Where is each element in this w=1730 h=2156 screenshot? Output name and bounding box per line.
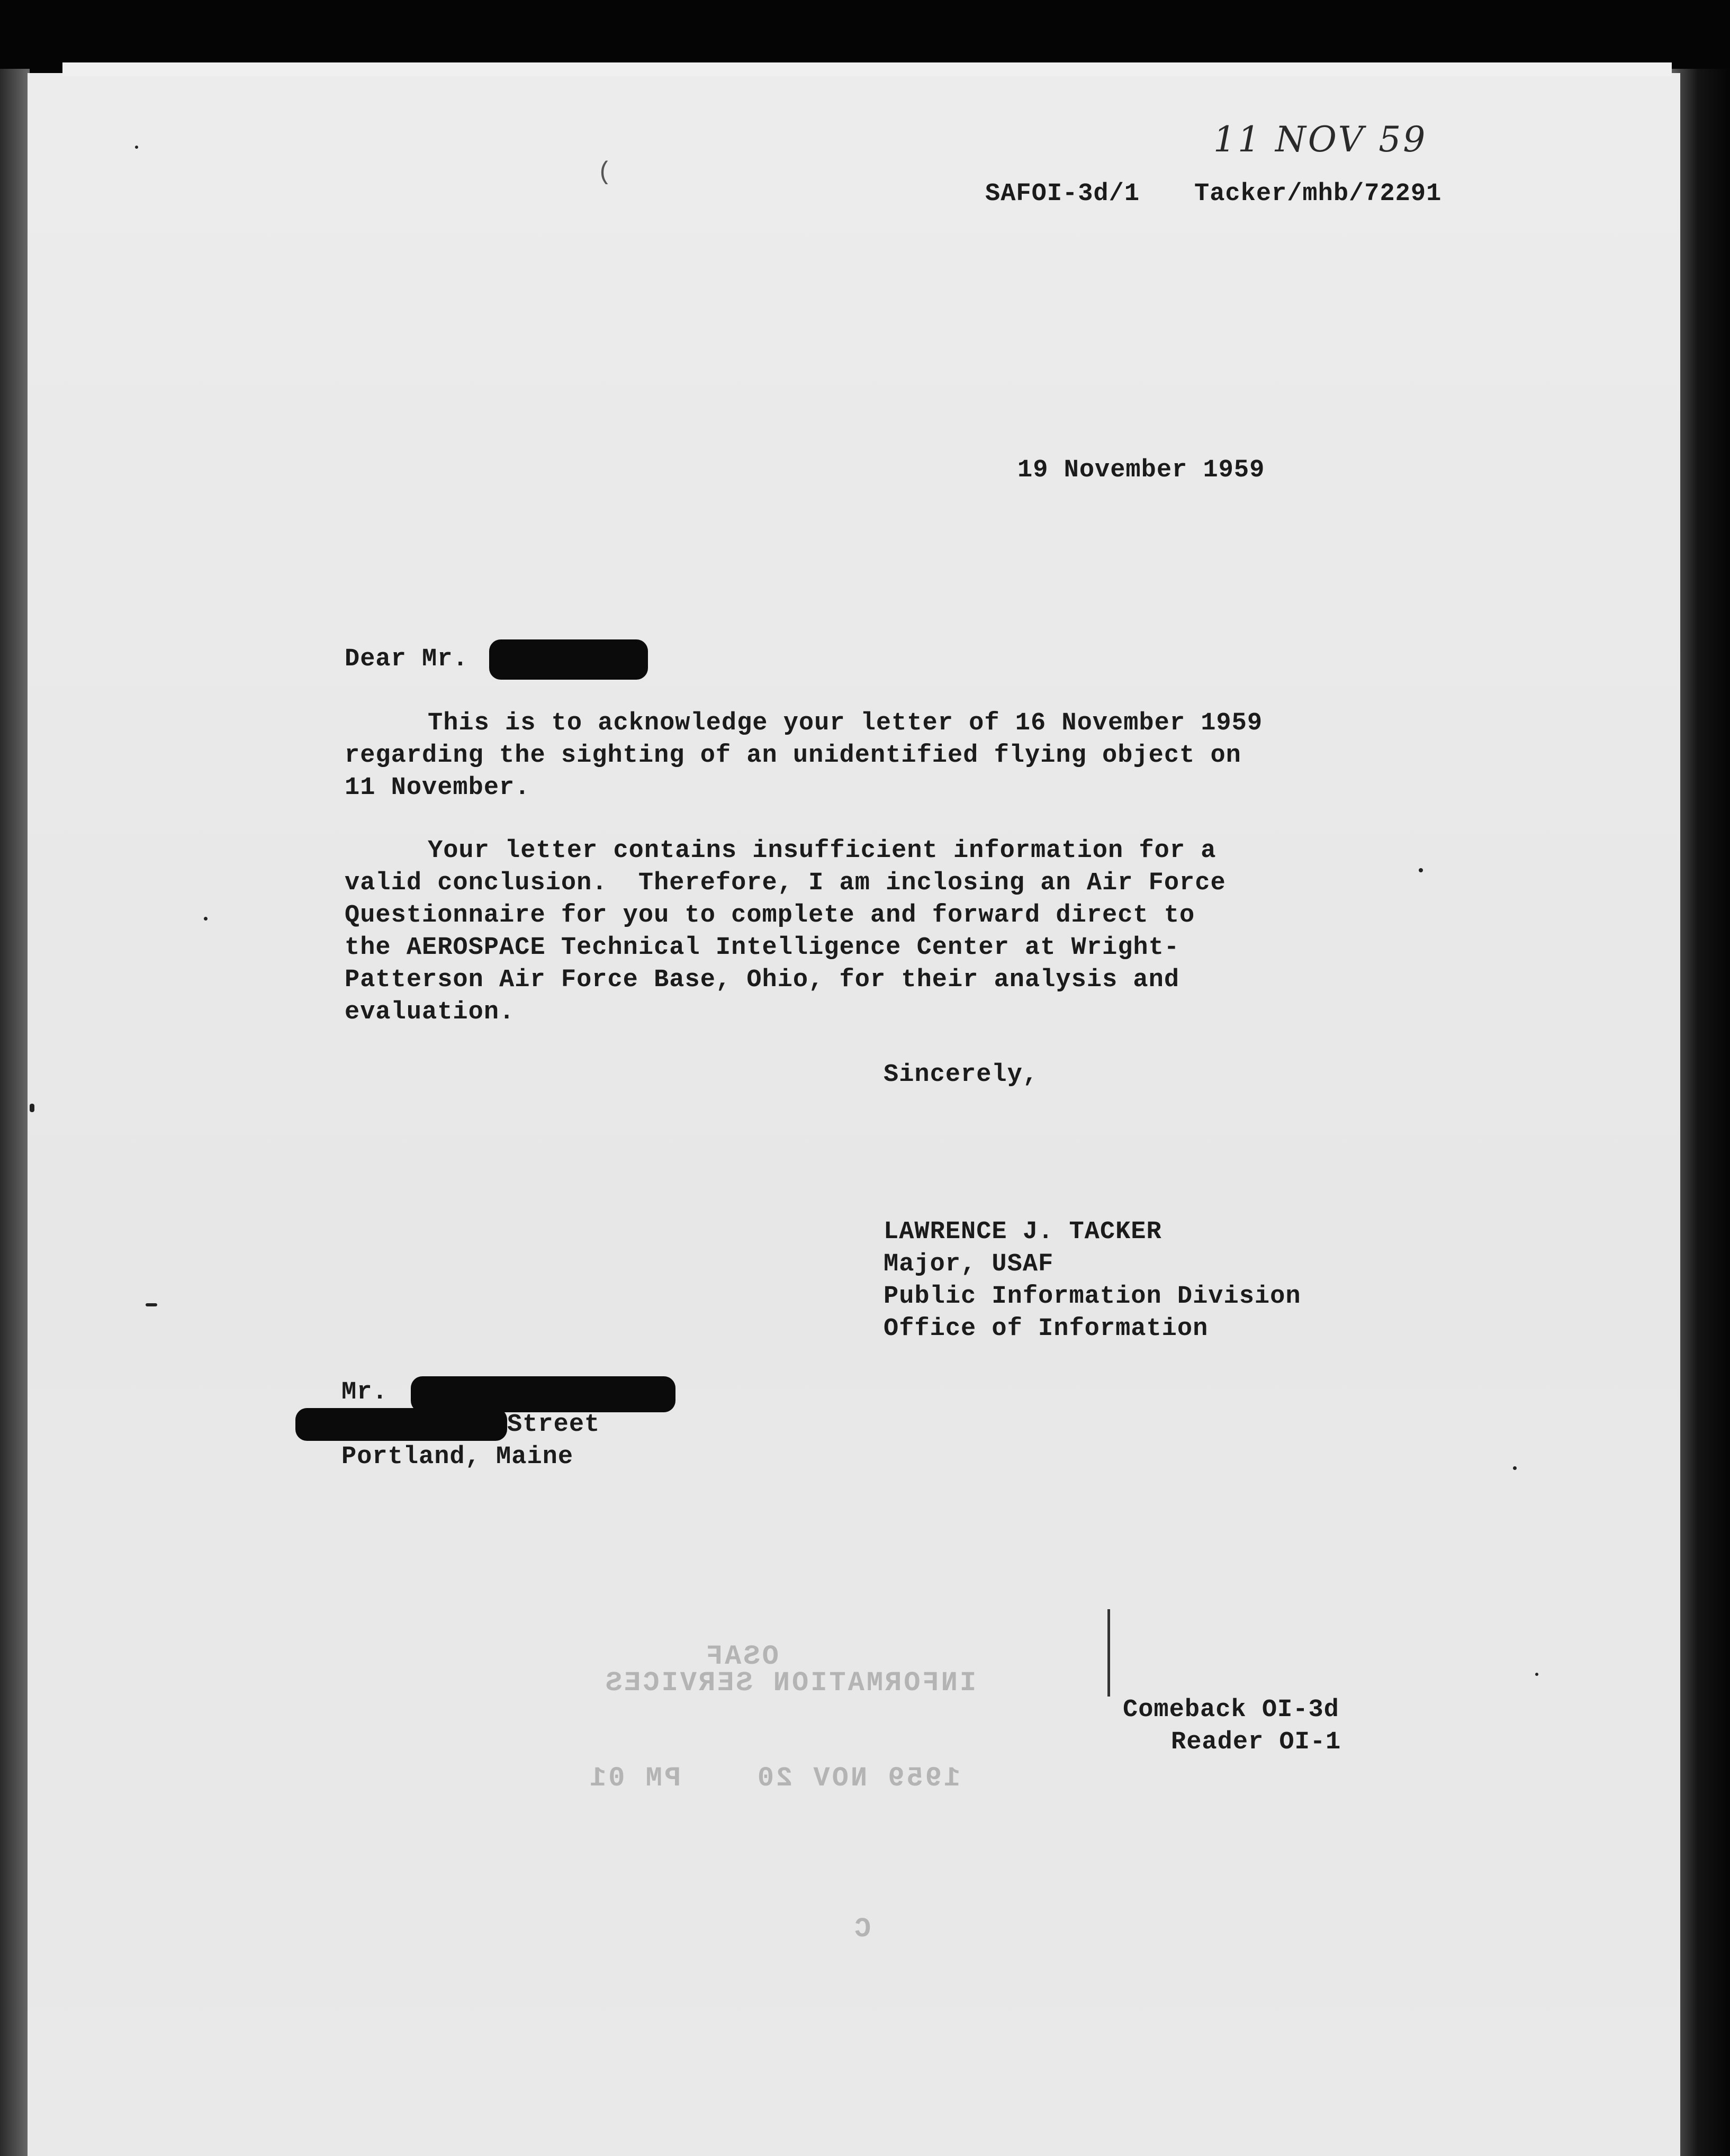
bleed-through-line-2: INFORMATION SERVICES [603,1667,977,1699]
signer-rank: Major, USAF [884,1250,1054,1278]
scan-speck [1419,868,1423,872]
scan-speck [204,917,208,921]
signer-name: LAWRENCE J. TACKER [884,1218,1162,1246]
redacted-street [295,1408,507,1441]
salutation: Dear Mr. [345,645,468,673]
address-line-1: Mr. [341,1378,388,1406]
paragraph-2-line-1: Your letter contains insufficient information for a [428,837,1217,865]
paragraph-1-line-3: 11 November. [345,774,530,802]
scan-speck [1513,1466,1517,1470]
paragraph-1-line-2: regarding the sighting of an unidentified flying object on [345,742,1241,770]
page-top-strip [62,62,1672,76]
paragraph-2-line-2: valid conclusion. Therefore, I am inclosing an Air Force [345,869,1226,897]
letter-date: 19 November 1959 [1017,456,1265,484]
scan-mark-paren: ( [597,159,613,187]
routing-margin-mark [1107,1609,1110,1697]
scan-speck [1535,1673,1538,1676]
scan-speck [135,146,138,149]
scan-right-edge [1672,69,1730,2156]
paragraph-2-line-4: the AEROSPACE Technical Intelligence Center at Wright- [345,934,1180,962]
scan-left-edge [0,69,30,2156]
paragraph-1-line-1: This is to acknowledge your letter of 16 November 1959 [428,709,1263,737]
paragraph-2-line-6: evaluation. [345,998,515,1026]
bleed-through-line-3: 1959 NOV 20 PM 01 [588,1763,961,1794]
paragraph-2-line-5: Patterson Air Force Base, Ohio, for their analysis and [345,966,1180,994]
reference-initials: Tacker/mhb/72291 [1194,180,1442,208]
signer-office: Office of Information [884,1315,1209,1343]
signer-division: Public Information Division [884,1283,1301,1311]
bleed-through-line-1: OSAF [704,1641,779,1672]
routing-line-1: Comeback OI-3d [1123,1696,1339,1724]
handwritten-date: 11 NOV 59 [1213,119,1428,160]
paragraph-2-line-3: Questionnaire for you to complete and forward direct to [345,901,1195,930]
address-line-3: Portland, Maine [341,1443,574,1471]
scan-speck [146,1303,157,1306]
office-symbol: SAFOI-3d/1 [985,180,1140,208]
scan-speck [30,1104,34,1112]
address-line-2: Street [507,1411,600,1439]
letter-page [28,73,1680,2156]
bleed-through-line-4: C [852,1914,871,1945]
closing: Sincerely, [884,1061,1039,1089]
redacted-name [489,639,648,680]
redacted-addressee [411,1376,675,1412]
routing-line-2: Reader OI-1 [1171,1728,1341,1756]
